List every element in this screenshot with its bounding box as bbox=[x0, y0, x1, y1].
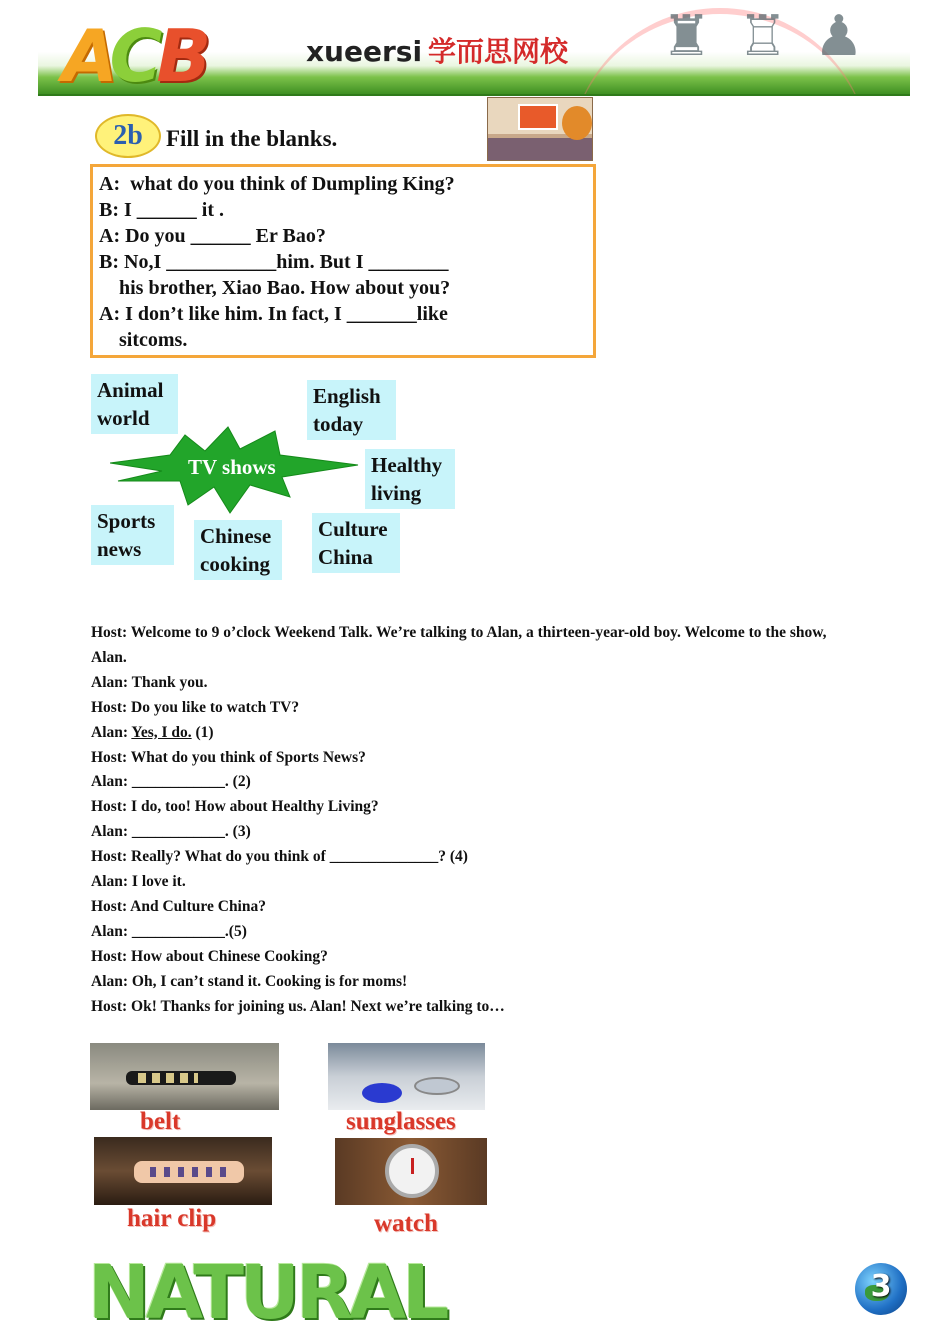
dialogue-line: Host: Really? What do you think of ______________? (4) bbox=[91, 848, 468, 866]
dialogue bbox=[91, 621, 861, 1020]
sunglasses-caption: sunglasses bbox=[346, 1108, 456, 1135]
watch-photo bbox=[335, 1138, 487, 1205]
brand-name bbox=[306, 30, 568, 70]
belt-photo bbox=[90, 1043, 279, 1110]
underlined-answer: Yes, I do. bbox=[131, 723, 192, 741]
hair-clip-caption: hair clip bbox=[127, 1205, 217, 1232]
tag-chinese-cooking: Chinese cooking bbox=[194, 520, 282, 580]
acb-logo: ACB bbox=[62, 14, 206, 96]
dialogue-line: Alan: ____________.(5) bbox=[91, 922, 247, 940]
watch-caption: watch bbox=[374, 1210, 438, 1237]
section-badge: 2b bbox=[95, 114, 161, 158]
blank-line: B: I ______ it . bbox=[99, 199, 224, 221]
dialogue-line: Alan: I love it. bbox=[91, 873, 186, 891]
dialogue-line: Alan: ____________. (2) bbox=[91, 773, 251, 791]
dialogue-line: Host: How about Chinese Cooking? bbox=[91, 947, 328, 965]
brand-cn: 学而思网校 bbox=[428, 35, 569, 68]
tag-animal-world: Animal world bbox=[91, 374, 178, 434]
tag-sports-news: Sports news bbox=[91, 505, 174, 565]
hair-clip-photo bbox=[94, 1137, 272, 1205]
dialogue-line: Host: Ok! Thanks for joining us. Alan! Next we’re talking to… bbox=[91, 997, 505, 1015]
header-banner bbox=[38, 0, 910, 96]
blank-line: A: Do you ______ Er Bao? bbox=[99, 225, 326, 247]
dialogue-line: Alan: ____________. (3) bbox=[91, 823, 251, 841]
brand-en: xueersi bbox=[306, 35, 423, 68]
blank-line: A: I don’t like him. In fact, I _______like bbox=[99, 303, 448, 325]
tag-culture-china: Culture China bbox=[312, 513, 400, 573]
fill-blanks-box bbox=[90, 164, 596, 358]
dialogue-line: Alan: Thank you. bbox=[91, 673, 208, 691]
blank-line: A: what do you think of Dumpling King? bbox=[99, 173, 455, 195]
section-title: Fill in the blanks. bbox=[166, 126, 338, 151]
blank-line: sitcoms. bbox=[99, 329, 188, 351]
blank-line: his brother, Xiao Bao. How about you? bbox=[99, 277, 451, 299]
dialogue-line: Host: I do, too! How about Healthy Living? bbox=[91, 798, 379, 816]
dialogue-line: Host: What do you think of Sports News? bbox=[91, 748, 366, 766]
sunglasses-photo bbox=[328, 1043, 485, 1110]
globe-icon bbox=[855, 1263, 907, 1315]
tag-english-today: English today bbox=[307, 380, 396, 440]
belt-caption: belt bbox=[140, 1108, 181, 1135]
blank-line: B: No,I ___________him. But I ________ bbox=[99, 251, 449, 273]
tv-shows-label: TV shows bbox=[188, 455, 276, 479]
natural-logo: NATURAL bbox=[88, 1250, 446, 1336]
dialogue-line: Host: Welcome to 9 o’clock Weekend Talk. We’re talking to Alan, a thirteen-year-old boy. Welcome to the show, Alan. bbox=[91, 624, 827, 666]
family-tv-picture bbox=[487, 97, 593, 161]
landmarks-icon: ♜♖♟ bbox=[661, 6, 890, 68]
dialogue-line: Host: Do you like to watch TV? bbox=[91, 698, 300, 716]
dialogue-line: Alan: Oh, I can’t stand it. Cooking is for moms! bbox=[91, 972, 408, 990]
tag-healthy-living: Healthy living bbox=[365, 449, 455, 509]
page-number: 3 bbox=[870, 1269, 892, 1304]
dialogue-line-answer: Alan: Yes, I do. (1) bbox=[91, 723, 214, 741]
dialogue-line: Host: And Culture China? bbox=[91, 897, 266, 915]
